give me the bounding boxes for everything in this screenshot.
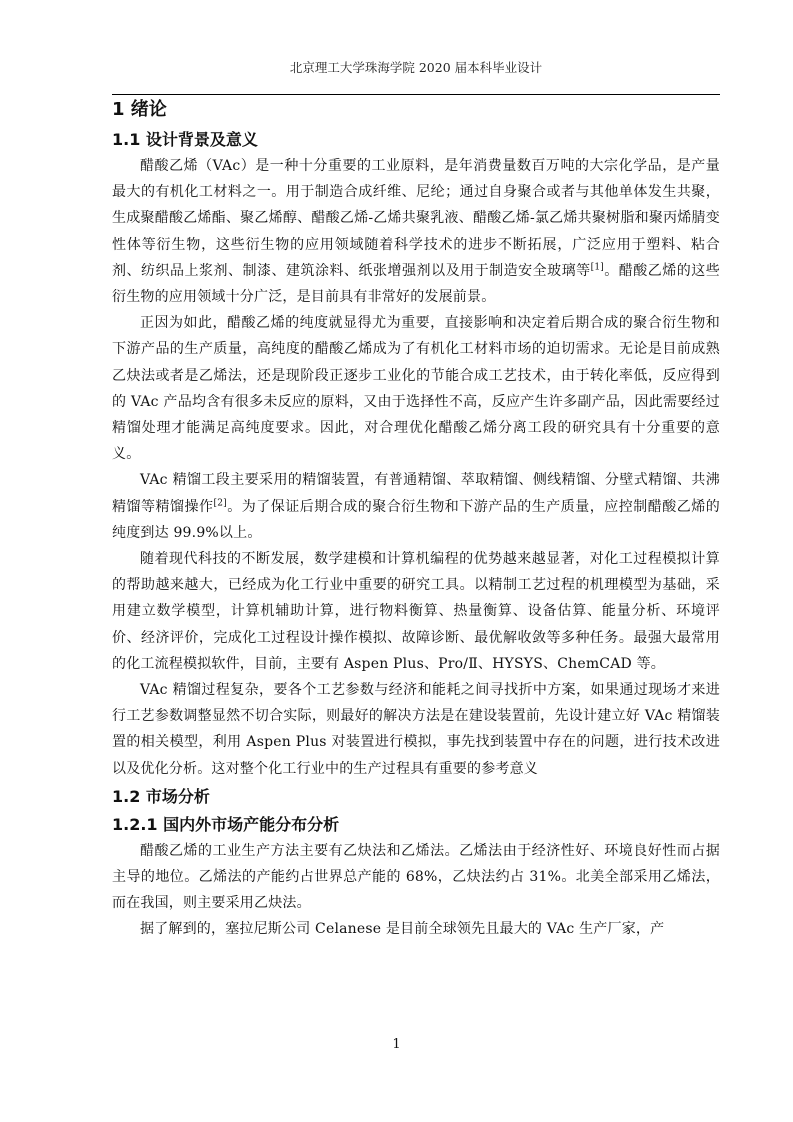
- paragraph-6: 醋酸乙烯的工业生产方法主要有乙炔法和乙烯法。乙烯法由于经济性好、环境良好性而占据主导的地位。乙烯法的产能约占世界总产能的 68%，乙炔法约占 31%。北美全部采用乙烯法，而在我国，则主要采用乙炔法。: [112, 842, 720, 912]
- page-header: 北京理工大学珠海学院 2020 届本科毕业设计: [289, 60, 543, 75]
- section-heading-1-1: 1.1 设计背景及意义: [112, 130, 258, 149]
- section-heading-1-2: 1.2 市场分析: [112, 786, 210, 806]
- paragraph-3-text: VAc 精馏工段主要采用的精馏装置，有普通精馏、萃取精馏、侧线精馏、分壁式精馏、共沸精馏等精馏操作: [112, 472, 720, 515]
- paragraph-2: 正因为如此，醋酸乙烯的纯度就显得尤为重要，直接影响和决定着后期合成的聚合衍生物和下游产品的生产质量，高纯度的醋酸乙烯成为了有机化工材料市场的迫切需求。无论是目前成熟乙炔法或者是乙烯法，还是现阶段正逐步工业化的节能合成工艺技术，由于转化率低，反应得到的 VAc 产品均含有很多未反应的原料，又由于选择性不高，反应产生许多副产品，因此需要经过精馏处理才能满足高纯度要求。因此，对合理优化醋酸乙烯分离工段的研究具有十分重要的意义。: [112, 315, 720, 463]
- citation-1: [1]: [590, 262, 604, 273]
- paragraph-5: VAc 精馏过程复杂，要各个工艺参数与经济和能耗之间寻找折中方案，如果通过现场才来进行工艺参数调整显然不切合实际，则最好的解决方法是在建设装置前，先设计建立好 VAc 精馏装置的相关模型，利用 Aspen Plus 对装置进行模拟，事先找到装置中存在的问题，进行技术改进以及优化分析。这对整个化工行业中的生产过程具有重要的参考意义: [112, 682, 720, 777]
- paragraph-3: [112, 467, 720, 546]
- paragraph-1: [112, 153, 720, 310]
- header-rule: [112, 94, 720, 95]
- section-heading-1: 1 绪论: [112, 99, 167, 120]
- paragraph-1-tail: 。醋酸乙烯的这些衍生物的应用领域十分广泛，是目前具有非常好的发展前景。: [112, 262, 720, 306]
- section-heading-1-2-1: 1.2.1 国内外市场产能分布分析: [112, 814, 340, 834]
- citation-2: [2]: [213, 497, 227, 508]
- paragraph-7: 据了解到的，塞拉尼斯公司 Celanese 是目前全球领先且最大的 VAc 生产厂家，产: [140, 921, 665, 938]
- page-body: [112, 97, 720, 943]
- page-number: 1: [392, 1037, 401, 1052]
- paragraph-4: 随着现代科技的不断发展，数学建模和计算机编程的优势越来越显著，对化工过程模拟计算的帮助越来越大，已经成为化工行业中重要的研究工具。以精制工艺过程的机理模型为基础，采用建立数学模型，计算机辅助计算，进行物料衡算、热量衡算、设备估算、能量分析、环境评价、经济评价，完成化工过程设计操作模拟、故障诊断、最优解收敛等多种任务。最强大最常用的化工流程模拟软件，目前，主要有 Aspen Plus、Pro/Ⅱ、HYSYS、ChemCAD 等。: [112, 551, 720, 672]
- paragraph-1-text: 醋酸乙烯（VAc）是一种十分重要的工业原料，是年消费量数百万吨的大宗化学品，是产量最大的有机化工材料之一。用于制造合成纤维、尼纶；通过自身聚合或者与其他单体发生共聚，生成聚醋酸乙烯酯、聚乙烯醇、醋酸乙烯-乙烯共聚乳液、醋酸乙烯-氯乙烯共聚树脂和聚丙烯腈变性体等衍生物，这些衍生物的应用领域随着科学技术的进步不断拓展，广泛应用于塑料、粘合剂、纺织品上浆剂、制漆、建筑涂料、纸张增强剂以及用于制造安全玻璃等: [112, 158, 720, 279]
- paragraph-3-tail: 。为了保证后期合成的聚合衍生物和下游产品的生产质量，应控制醋酸乙烯的纯度到达 99.9%以上。: [112, 498, 720, 541]
